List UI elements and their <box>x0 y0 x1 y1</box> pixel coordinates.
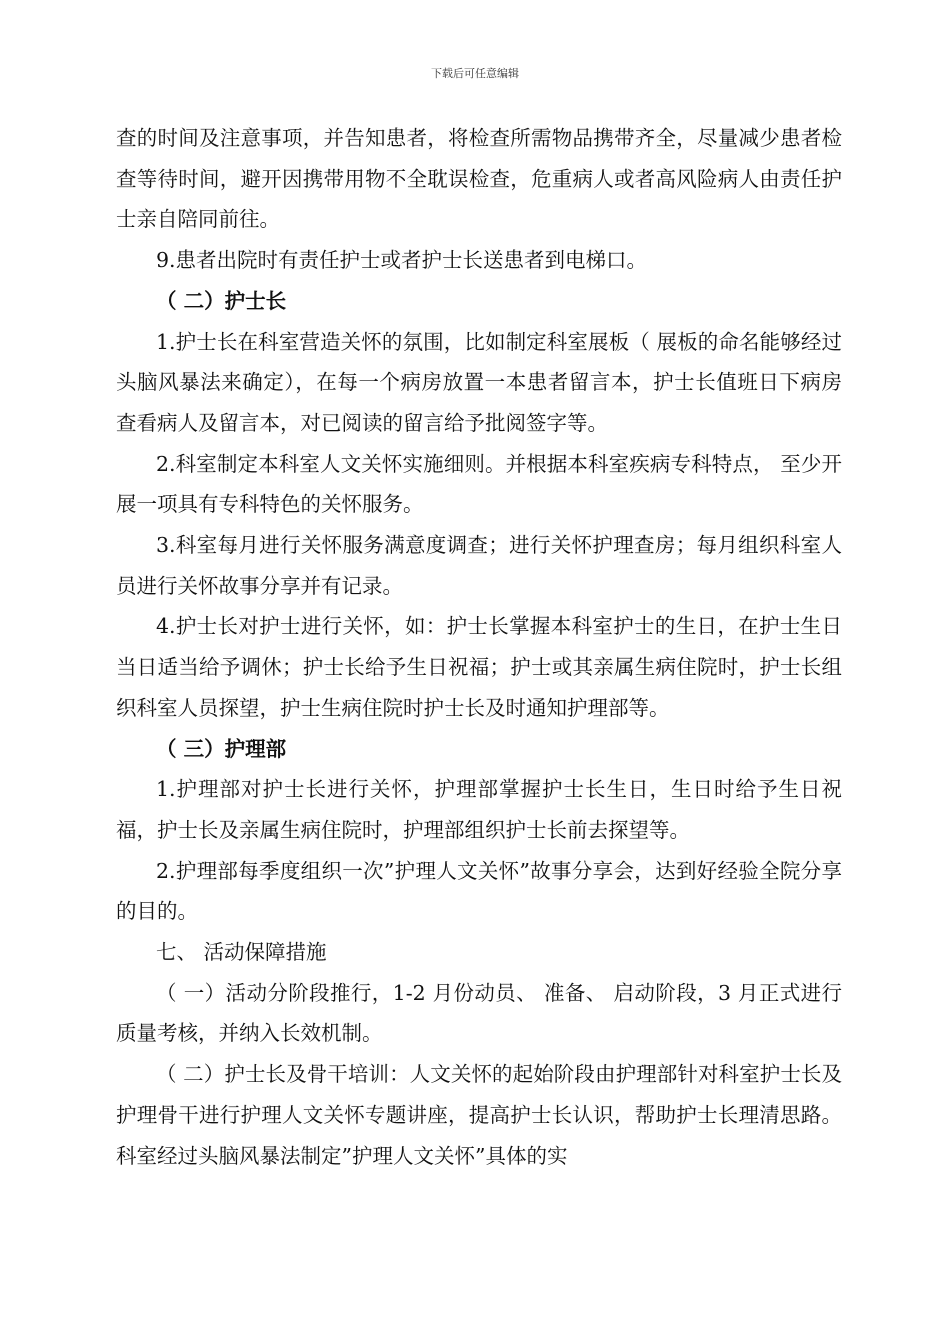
section-heading: （ 三）护理部 <box>156 736 287 761</box>
section-heading: （ 二）护士长 <box>156 288 287 313</box>
page-header: 下载后可任意编辑 <box>431 67 519 80</box>
section-title: 七、 活动保障措施 <box>155 940 327 965</box>
paragraph: （ 二）护士长及骨干培训：人文关怀的起始阶段由护理部针对科室护士长及护理骨干进行护理人文关怀专题讲座，提高护士长认识，帮助护士长理清思路。科室经过头脑风暴法制定”护理人文关怀”具体的实 <box>116 1062 842 1168</box>
paragraph: 3.科室每月进行关怀服务满意度调查；进行关怀护理查房；每月组织科室人员进行关怀故事分享并有记录。 <box>116 533 842 598</box>
paragraph: 查的时间及注意事项，并告知患者，将检查所需物品携带齐全，尽量减少患者检查等待时间，避开因携带用物不全耽误检查，危重病人或者高风险病人由责任护士亲自陪同前往。 <box>116 126 842 232</box>
paragraph: （ 一）活动分阶段推行，1-2 月份动员、 准备、 启动阶段，3 月正式进行质量考核，并纳入长效机制。 <box>116 980 842 1046</box>
document-body <box>116 118 842 1176</box>
paragraph: 4.护士长对护士进行关怀，如：护士长掌握本科室护士的生日，在护士生日当日适当给予调休；护士长给予生日祝福；护士或其亲属生病住院时，护士长组织科室人员探望，护士生病住院时护士长及时通知护理部等。 <box>116 614 842 720</box>
paragraph: 2.护理部每季度组织一次”护理人文关怀”故事分享会，达到好经验全院分享的目的。 <box>116 858 842 924</box>
paragraph: 2.科室制定本科室人文关怀实施细则。并根据本科室疾病专科特点， 至少开展一项具有专科特色的关怀服务。 <box>116 451 842 517</box>
paragraph: 1.护理部对护士长进行关怀，护理部掌握护士长生日，生日时给予生日祝福，护士长及亲属生病住院时，护理部组织护士长前去探望等。 <box>116 777 842 842</box>
paragraph: 9.患者出院时有责任护士或者护士长送患者到电梯口。 <box>155 248 648 273</box>
paragraph: 1.护士长在科室营造关怀的氛围，比如制定科室展板（ 展板的命名能够经过头脑风暴法来确定），在每一个病房放置一本患者留言本，护士长值班日下病房查看病人及留言本，对已阅读的留言给予批阅签字等。 <box>116 329 842 435</box>
